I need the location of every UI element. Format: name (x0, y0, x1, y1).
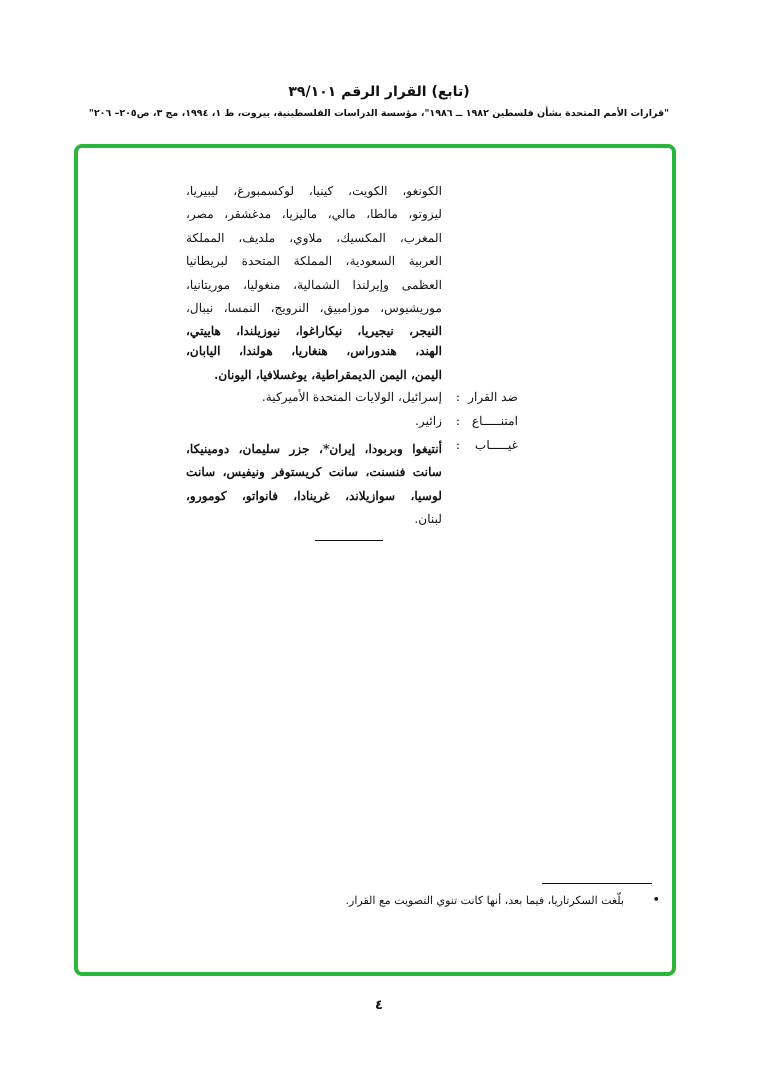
in-favour-line: الهند، هندوراس، هنغاريا، هولندا، اليابان، (186, 344, 442, 359)
source-citation: "قرارات الأمم المتحدة بشأن فلسطين ١٩٨٢ ــ ١٩٨٦"، مؤسسة الدراسات الفلسطينية، بيروت، ط ١، ١٩٩٤، مج ٣، ص٢٠٥– ٢٠٦" (88, 108, 670, 119)
section-divider (315, 540, 383, 541)
against-label: ضد القرار (468, 390, 518, 404)
in-favour-line: النيجر، نيجيريا، نيكاراغوا، نيوزيلندا، هاييتي، (186, 324, 442, 339)
in-favour-line: العربية السعودية، المملكة المتحدة لبريطانيا (186, 254, 442, 269)
absent-line: لبنان. (414, 512, 442, 527)
in-favour-line: موريشيوس، موزامبيق، النرويج، النمسا، نيبال، (186, 300, 442, 315)
in-favour-line: ليزوتو، مالطا، مالي، ماليزيا، مدغشقر، مصر، (186, 207, 442, 222)
footnote-text: بلّغت السكرتاريا، فيما بعد، أنها كانت تنوي التصويت مع القرار. (345, 894, 624, 907)
page-number: ٤ (375, 998, 383, 1013)
in-favour-line: المغرب، المكسيك، ملاوي، ملديف، المملكة (186, 230, 442, 245)
abstention-label: امتنـــــاع (471, 414, 518, 428)
against-row (186, 390, 518, 414)
in-favour-line: الكونغو، الكويت، كينيا، لوكسمبورغ، ليبيريا، (186, 184, 442, 198)
absent-line: سانت فنسنت، سانت كريستوفر ونيفيس، سانت (186, 465, 442, 480)
absent-line: أنتيغوا وبربودا، إيران*، جزر سليمان، دومينيكا، (186, 442, 442, 456)
footnote-marker: • (652, 893, 660, 908)
in-favour-line: العظمى وإيرلندا الشمالية، منغوليا، موريتانيا، (186, 277, 442, 292)
abstention-value: زائير. (415, 414, 442, 428)
page-title: (تابع) القرار الرقم ٣٩/١٠١ (288, 84, 470, 100)
in-favour-list (186, 180, 442, 387)
absent-list (186, 438, 442, 532)
abstention-row (186, 414, 518, 438)
abstention-colon: : (455, 414, 460, 428)
absent-line: لوسيا، سوازيلاند، غرينادا، فانواتو، كومورو، (186, 488, 442, 503)
footnote-divider (542, 883, 652, 884)
against-colon: : (455, 390, 460, 404)
absent-label: غيـــــاب (474, 438, 518, 452)
in-favour-line: اليمن، اليمن الديمقراطية، يوغسلافيا، اليونان. (214, 367, 442, 382)
against-value: إسرائيل، الولايات المتحدة الأميركية. (261, 390, 442, 404)
absent-colon: : (455, 438, 460, 452)
